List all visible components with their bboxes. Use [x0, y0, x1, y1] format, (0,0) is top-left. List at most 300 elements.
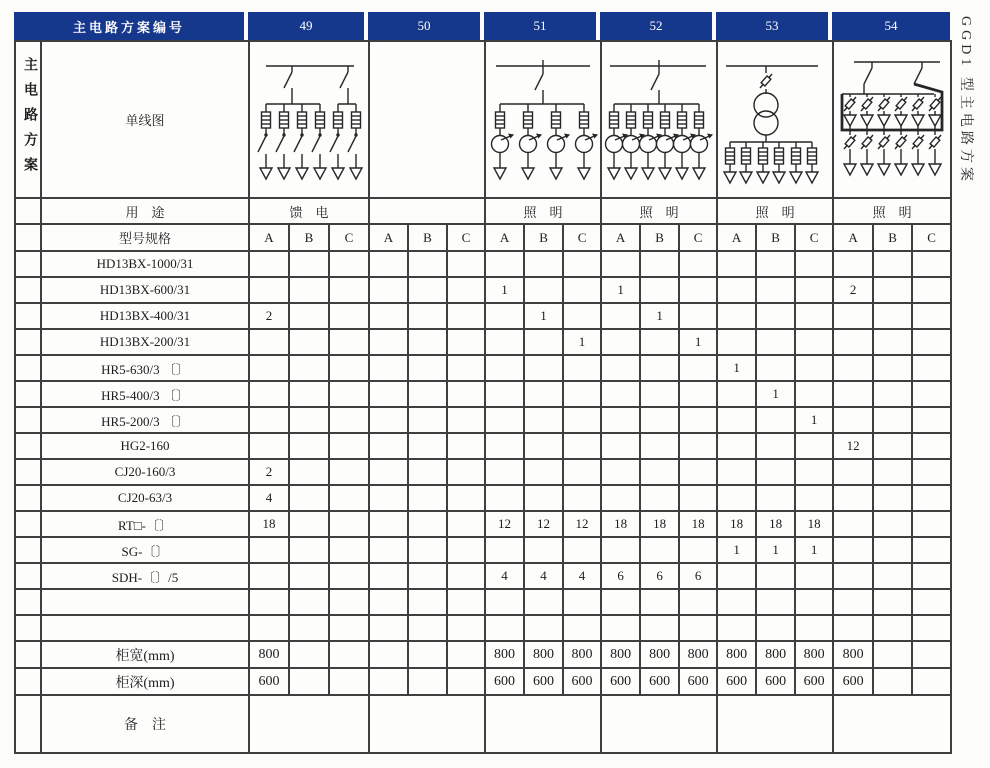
spec-cell — [912, 407, 951, 433]
spec-cell — [249, 433, 289, 459]
spec-cell — [795, 381, 833, 407]
remark-cell — [485, 695, 601, 753]
spec-cell — [447, 355, 485, 381]
left-column-cell — [15, 485, 41, 511]
model-label — [41, 615, 249, 641]
spec-cell — [873, 303, 912, 329]
spec-cell: 1 — [717, 537, 756, 563]
usage-cell-52: 照 明 — [601, 198, 717, 224]
spec-cell — [563, 381, 601, 407]
spec-cell — [408, 485, 447, 511]
model-row — [15, 459, 951, 485]
cabinet-width-cell: 800 — [524, 641, 563, 668]
spec-cell — [329, 589, 369, 615]
left-column-cell — [15, 668, 41, 695]
spec-subcolumn-header: A — [369, 224, 408, 251]
spec-cell — [795, 563, 833, 589]
cabinet-depth-cell — [447, 668, 485, 695]
spec-cell — [795, 589, 833, 615]
spec-cell — [524, 485, 563, 511]
spec-subcolumn-header: B — [873, 224, 912, 251]
spec-cell: 1 — [795, 407, 833, 433]
spec-subcolumn-header: A — [485, 224, 524, 251]
left-column-cell — [15, 251, 41, 277]
spec-cell — [249, 277, 289, 303]
spec-cell — [640, 381, 679, 407]
spec-cell — [524, 407, 563, 433]
spec-subcolumn-header: B — [289, 224, 329, 251]
spec-cell — [640, 485, 679, 511]
scheme-number-header — [14, 12, 950, 40]
left-column-cell — [15, 381, 41, 407]
model-label: HR5-400/3 〔〕 — [41, 381, 249, 407]
spec-cell — [563, 485, 601, 511]
left-column-cell — [15, 641, 41, 668]
spec-cell — [756, 251, 795, 277]
model-label: HG2-160 — [41, 433, 249, 459]
single-line-diagram-49 — [249, 41, 369, 198]
single-line-diagram-53 — [717, 41, 833, 198]
spec-cell: 4 — [563, 563, 601, 589]
cabinet-width-cell — [408, 641, 447, 668]
spec-subcolumn-header: A — [717, 224, 756, 251]
spec-cell: 18 — [640, 511, 679, 537]
spec-cell — [408, 381, 447, 407]
spec-cell — [873, 485, 912, 511]
spec-subcolumn-header: B — [524, 224, 563, 251]
scheme-header-label: 主电路方案编号 — [14, 12, 248, 40]
usage-cell-54: 照 明 — [833, 198, 951, 224]
single-line-diagram-52 — [601, 41, 717, 198]
side-caption: GGD1 型主电路方案 — [958, 16, 973, 185]
spec-cell — [873, 355, 912, 381]
spec-cell — [717, 589, 756, 615]
left-column-cell — [15, 224, 41, 251]
cabinet-depth-cell: 600 — [601, 668, 640, 695]
spec-cell — [289, 381, 329, 407]
remark-cell — [369, 695, 485, 753]
spec-cell — [447, 537, 485, 563]
spec-cell — [640, 277, 679, 303]
spec-cell — [447, 485, 485, 511]
spec-cell: 1 — [717, 355, 756, 381]
spec-cell — [408, 251, 447, 277]
spec-cell: 2 — [249, 459, 289, 485]
cabinet-width-cell — [329, 641, 369, 668]
left-column-cell — [15, 459, 41, 485]
spec-cell — [601, 615, 640, 641]
spec-cell — [873, 537, 912, 563]
scheme-number-54: 54 — [832, 12, 950, 40]
spec-cell — [408, 433, 447, 459]
spec-cell — [329, 563, 369, 589]
spec-cell — [679, 589, 717, 615]
spec-cell — [601, 303, 640, 329]
spec-cell — [408, 407, 447, 433]
model-row — [15, 277, 951, 303]
spec-cell — [329, 329, 369, 355]
spec-cell — [679, 433, 717, 459]
spec-cell — [756, 563, 795, 589]
spec-cell — [369, 251, 408, 277]
spec-cell — [369, 459, 408, 485]
spec-cell — [329, 537, 369, 563]
model-label: SDH-〔〕/5 — [41, 563, 249, 589]
cabinet-depth-cell: 600 — [833, 668, 873, 695]
spec-cell: 18 — [795, 511, 833, 537]
spec-cell — [873, 511, 912, 537]
spec-cell — [329, 381, 369, 407]
spec-cell — [563, 589, 601, 615]
spec-row-label: 型号规格 — [41, 224, 249, 251]
spec-cell — [369, 355, 408, 381]
spec-cell — [447, 303, 485, 329]
spec-cell — [873, 563, 912, 589]
spec-cell — [873, 277, 912, 303]
scheme-number-49: 49 — [248, 12, 368, 40]
usage-row-label: 用 途 — [41, 198, 249, 224]
spec-cell: 4 — [524, 563, 563, 589]
spec-cell — [408, 459, 447, 485]
spec-cell — [795, 615, 833, 641]
cabinet-depth-cell — [329, 668, 369, 695]
spec-cell — [640, 433, 679, 459]
model-label: HR5-200/3 〔〕 — [41, 407, 249, 433]
spec-cell — [833, 251, 873, 277]
spec-cell — [873, 329, 912, 355]
spec-cell — [833, 615, 873, 641]
model-row — [15, 563, 951, 589]
remark-cell — [833, 695, 951, 753]
spec-cell — [912, 459, 951, 485]
spec-subcolumn-header: C — [329, 224, 369, 251]
spec-cell — [873, 407, 912, 433]
spec-cell — [912, 615, 951, 641]
spec-subcolumn-header: A — [249, 224, 289, 251]
spec-cell — [912, 251, 951, 277]
spec-cell: 6 — [640, 563, 679, 589]
left-column-cell — [15, 198, 41, 224]
spec-cell — [833, 537, 873, 563]
spec-cell — [249, 381, 289, 407]
spec-cell — [640, 329, 679, 355]
spec-cell — [447, 251, 485, 277]
spec-cell — [408, 615, 447, 641]
spec-cell — [601, 329, 640, 355]
spec-cell — [717, 615, 756, 641]
model-row — [15, 355, 951, 381]
spec-cell — [756, 303, 795, 329]
spec-cell — [795, 329, 833, 355]
spec-cell — [795, 303, 833, 329]
spec-cell — [717, 381, 756, 407]
left-caption: 主电路方案 — [22, 57, 37, 182]
spec-cell — [329, 485, 369, 511]
spec-cell — [717, 433, 756, 459]
left-column-cell — [15, 277, 41, 303]
spec-cell: 18 — [679, 511, 717, 537]
spec-cell — [524, 329, 563, 355]
spec-cell — [640, 615, 679, 641]
diagram-row — [15, 41, 951, 198]
spec-cell — [289, 251, 329, 277]
spec-cell — [873, 589, 912, 615]
spec-cell — [408, 511, 447, 537]
usage-cell-50 — [369, 198, 485, 224]
spec-cell — [912, 355, 951, 381]
spec-cell — [912, 511, 951, 537]
spec-cell — [873, 459, 912, 485]
spec-cell — [524, 459, 563, 485]
spec-cell — [873, 433, 912, 459]
spec-cell: 1 — [756, 381, 795, 407]
spec-cell — [679, 381, 717, 407]
spec-cell — [485, 485, 524, 511]
spec-cell: 4 — [485, 563, 524, 589]
spec-cell — [679, 615, 717, 641]
model-label: HD13BX-200/31 — [41, 329, 249, 355]
cabinet-depth-cell — [873, 668, 912, 695]
spec-subcolumn-header: A — [601, 224, 640, 251]
spec-cell — [369, 485, 408, 511]
spec-cell: 4 — [249, 485, 289, 511]
spec-cell — [833, 381, 873, 407]
spec-cell — [485, 407, 524, 433]
spec-cell — [524, 589, 563, 615]
model-row — [15, 485, 951, 511]
spec-cell — [289, 537, 329, 563]
left-column-cell — [15, 355, 41, 381]
spec-cell — [485, 355, 524, 381]
cabinet-width-cell: 800 — [833, 641, 873, 668]
spec-cell — [408, 303, 447, 329]
spec-cell — [717, 329, 756, 355]
spec-cell — [717, 407, 756, 433]
spec-cell — [833, 459, 873, 485]
spec-cell: 1 — [485, 277, 524, 303]
spec-cell — [756, 615, 795, 641]
spec-cell — [833, 511, 873, 537]
spec-cell — [249, 563, 289, 589]
usage-cell-53: 照 明 — [717, 198, 833, 224]
spec-cell — [369, 511, 408, 537]
spec-cell — [601, 433, 640, 459]
spec-cell — [563, 277, 601, 303]
cabinet-depth-cell — [289, 668, 329, 695]
spec-cell — [408, 277, 447, 303]
cabinet-width-cell: 800 — [563, 641, 601, 668]
spec-cell — [601, 407, 640, 433]
spec-cell: 1 — [563, 329, 601, 355]
spec-cell: 1 — [795, 537, 833, 563]
model-label: HR5-630/3 〔〕 — [41, 355, 249, 381]
spec-cell: 2 — [249, 303, 289, 329]
spec-cell — [447, 563, 485, 589]
spec-cell — [717, 485, 756, 511]
left-caption-cell — [15, 41, 41, 198]
spec-cell — [679, 277, 717, 303]
spec-cell — [640, 537, 679, 563]
left-column-cell — [15, 329, 41, 355]
spec-subcolumn-header: B — [640, 224, 679, 251]
model-row — [15, 511, 951, 537]
remark-label: 备 注 — [41, 695, 249, 753]
spec-cell — [679, 537, 717, 563]
spec-cell — [563, 537, 601, 563]
cabinet-depth-cell: 600 — [563, 668, 601, 695]
spec-cell: 12 — [524, 511, 563, 537]
model-row — [15, 537, 951, 563]
left-column-cell — [15, 433, 41, 459]
remark-cell — [601, 695, 717, 753]
cabinet-depth-cell: 600 — [795, 668, 833, 695]
spec-subcolumn-header: C — [795, 224, 833, 251]
spec-subcolumn-header: C — [563, 224, 601, 251]
spec-cell — [369, 277, 408, 303]
spec-cell — [873, 251, 912, 277]
spec-cell — [756, 329, 795, 355]
spec-cell: 12 — [485, 511, 524, 537]
spec-cell — [408, 329, 447, 355]
spec-cell — [563, 303, 601, 329]
spec-cell — [289, 355, 329, 381]
model-label: CJ20-160/3 — [41, 459, 249, 485]
spec-cell — [679, 303, 717, 329]
spec-cell — [289, 433, 329, 459]
spec-cell — [795, 485, 833, 511]
single-line-diagram-50 — [369, 41, 485, 198]
spec-cell — [756, 355, 795, 381]
spec-cell: 1 — [524, 303, 563, 329]
spec-cell — [795, 433, 833, 459]
spec-cell — [485, 459, 524, 485]
spec-cell — [563, 407, 601, 433]
spec-cell: 18 — [717, 511, 756, 537]
spec-cell — [524, 615, 563, 641]
spec-cell — [329, 407, 369, 433]
cabinet-depth-cell: 600 — [485, 668, 524, 695]
remark-cell — [249, 695, 369, 753]
left-column-cell — [15, 589, 41, 615]
spec-cell — [249, 355, 289, 381]
cabinet-width-cell: 800 — [640, 641, 679, 668]
spec-cell — [795, 459, 833, 485]
spec-cell — [756, 433, 795, 459]
spec-header-row — [15, 224, 951, 251]
spec-cell — [249, 537, 289, 563]
spec-subcolumn-header: C — [447, 224, 485, 251]
spec-subcolumn-header: B — [408, 224, 447, 251]
cabinet-width-cell: 800 — [249, 641, 289, 668]
spec-cell — [833, 329, 873, 355]
spec-cell — [369, 303, 408, 329]
cabinet-depth-row — [15, 668, 951, 695]
spec-cell — [369, 537, 408, 563]
spec-cell — [563, 355, 601, 381]
model-row — [15, 589, 951, 615]
spec-cell — [833, 407, 873, 433]
spec-cell: 18 — [249, 511, 289, 537]
spec-cell — [329, 511, 369, 537]
spec-cell: 18 — [756, 511, 795, 537]
spec-cell — [289, 589, 329, 615]
model-row — [15, 303, 951, 329]
spec-cell — [329, 459, 369, 485]
spec-cell — [289, 485, 329, 511]
spec-cell — [833, 589, 873, 615]
spec-cell — [873, 381, 912, 407]
spec-cell — [756, 589, 795, 615]
cabinet-depth-label: 柜深(mm) — [41, 668, 249, 695]
spec-cell — [485, 433, 524, 459]
model-row — [15, 329, 951, 355]
spec-cell — [524, 355, 563, 381]
spec-cell: 18 — [601, 511, 640, 537]
spec-cell — [485, 303, 524, 329]
spec-cell — [640, 355, 679, 381]
spec-cell — [249, 589, 289, 615]
spec-cell — [408, 563, 447, 589]
left-column-cell — [15, 511, 41, 537]
cabinet-depth-cell — [408, 668, 447, 695]
spec-cell — [485, 381, 524, 407]
scheme-number-53: 53 — [716, 12, 832, 40]
cabinet-width-cell: 800 — [717, 641, 756, 668]
spec-cell — [833, 303, 873, 329]
spec-cell — [640, 407, 679, 433]
scheme-number-50: 50 — [368, 12, 484, 40]
spec-cell — [833, 485, 873, 511]
spec-cell — [447, 433, 485, 459]
spec-cell: 12 — [833, 433, 873, 459]
model-row — [15, 407, 951, 433]
model-label: RT□-〔〕 — [41, 511, 249, 537]
spec-cell — [833, 355, 873, 381]
spec-cell — [640, 459, 679, 485]
spec-cell — [289, 329, 329, 355]
spec-cell — [912, 485, 951, 511]
cabinet-width-row — [15, 641, 951, 668]
left-column-cell — [15, 537, 41, 563]
spec-cell — [601, 251, 640, 277]
remark-row — [15, 695, 951, 753]
spec-cell — [447, 511, 485, 537]
spec-cell — [249, 329, 289, 355]
cabinet-width-cell: 800 — [485, 641, 524, 668]
spec-cell — [447, 407, 485, 433]
spec-cell — [289, 277, 329, 303]
spec-cell — [601, 381, 640, 407]
cabinet-depth-cell: 600 — [717, 668, 756, 695]
spec-cell — [289, 459, 329, 485]
spec-cell — [485, 589, 524, 615]
usage-cell-49: 馈 电 — [249, 198, 369, 224]
spec-cell — [756, 277, 795, 303]
spec-cell — [717, 563, 756, 589]
spec-cell — [563, 615, 601, 641]
spec-cell — [369, 407, 408, 433]
cabinet-depth-cell: 600 — [756, 668, 795, 695]
model-label — [41, 589, 249, 615]
spec-cell — [795, 251, 833, 277]
spec-cell: 1 — [601, 277, 640, 303]
usage-cell-51: 照 明 — [485, 198, 601, 224]
spec-cell — [563, 459, 601, 485]
spec-subcolumn-header: C — [679, 224, 717, 251]
model-row — [15, 433, 951, 459]
cabinet-depth-cell: 600 — [249, 668, 289, 695]
cabinet-depth-cell: 600 — [679, 668, 717, 695]
